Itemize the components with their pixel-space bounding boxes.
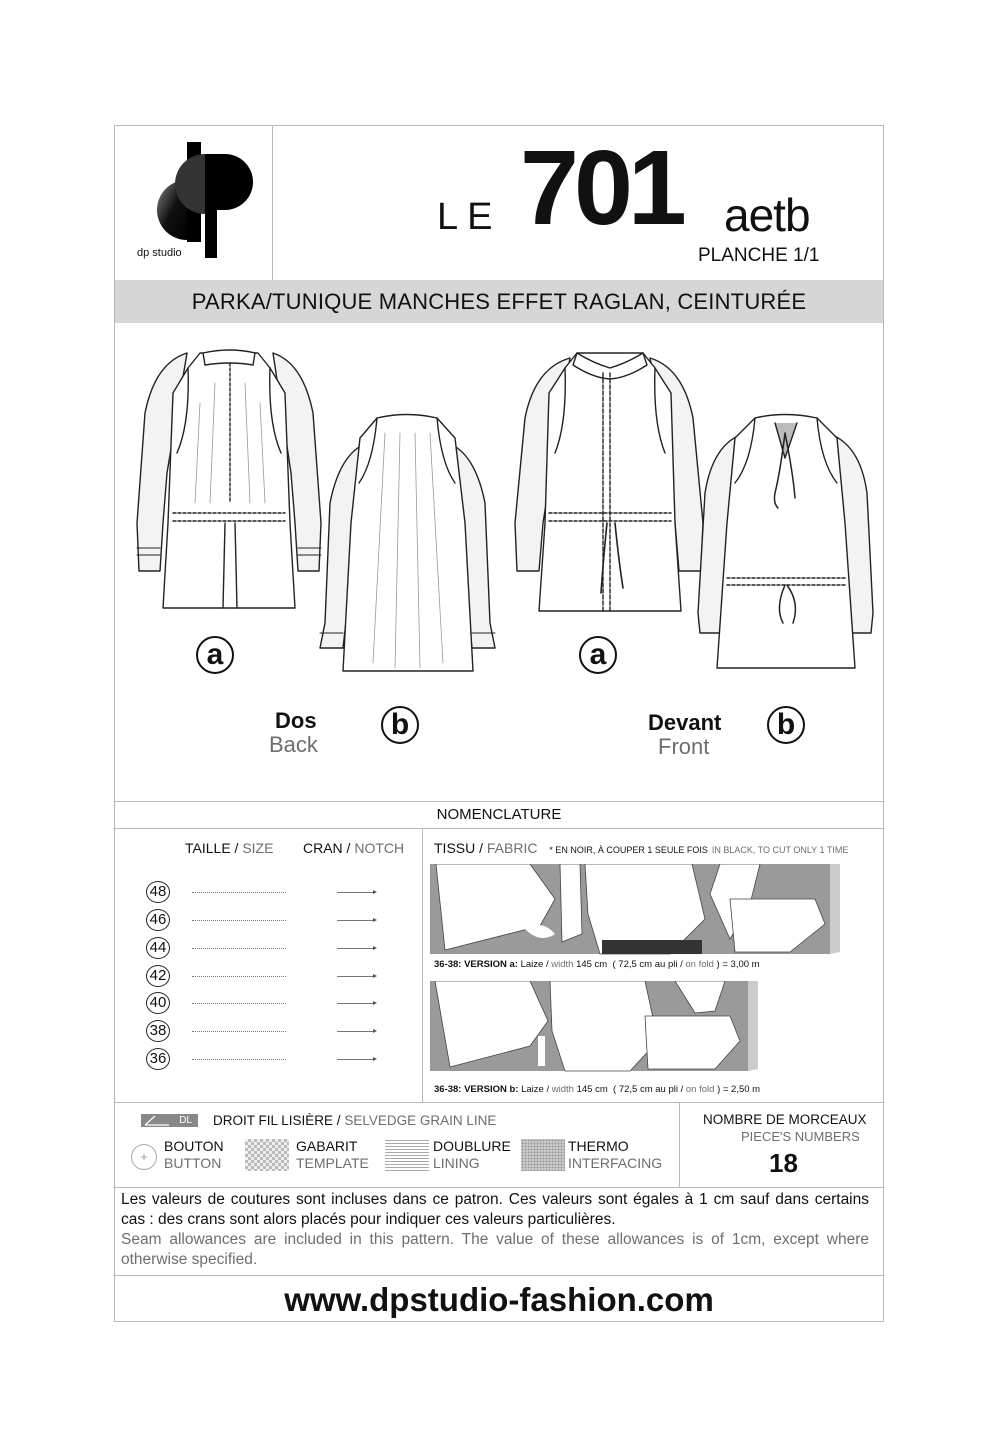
legend-lining [433, 1138, 511, 1172]
layout-b-width: 145 cm [576, 1084, 608, 1095]
sheet-number: PLANCHE 1/1 [698, 245, 820, 266]
fabric-header-en: FABRIC [486, 840, 538, 856]
pieces-en: PIECE'S NUMBERS [741, 1129, 860, 1144]
size-line-38 [192, 1031, 286, 1032]
drawing-back-a [137, 350, 321, 608]
button-en: BUTTON [164, 1155, 222, 1171]
notch-header-en: NOTCH [354, 840, 405, 856]
size-header: TAILLE / SIZE [185, 840, 274, 856]
grain-en: SELVEDGE GRAIN LINE [344, 1113, 497, 1128]
button-fr: BOUTON [164, 1138, 224, 1154]
fabric-header: TISSU / FABRIC * EN NOIR, À COUPER 1 SEULE FOIS IN BLACK, TO CUT ONLY 1 TIME [434, 840, 849, 856]
size-38: 38 [146, 1020, 170, 1042]
seam-notes [121, 1190, 869, 1270]
size-line-46 [192, 920, 286, 921]
legend-interfacing [568, 1138, 662, 1172]
notch-48 [337, 892, 375, 893]
brand-logo [129, 140, 259, 262]
pieces-count: 18 [769, 1148, 798, 1178]
layout-a-caption: 36-38: VERSION a: Laize / width 145 cm ( 72,5 cm au pli / on fold ) = 3,00 m [434, 959, 760, 970]
layout-a-result: ) = 3,00 m [716, 959, 760, 970]
layout-a-prefix: 36-38: VERSION a: [434, 959, 518, 970]
notch-header: CRAN / NOTCH [303, 840, 405, 856]
grain-fr: DROIT FIL LISIÈRE / [213, 1113, 341, 1128]
cut-note-en: IN BLACK, TO CUT ONLY 1 TIME [711, 845, 849, 855]
seam-note-fr: Les valeurs de coutures sont incluses dans ce patron. Ces valeurs sont égales à 1 cm sauf dans certains cas : des crans sont alors placés pour indiquer ces valeurs particulières. [121, 1191, 869, 1228]
brand-name: dp studio [137, 247, 182, 259]
website-link[interactable]: www.dpstudio-fashion.com [284, 1281, 714, 1318]
size-line-36 [192, 1059, 286, 1060]
label-front-b: b [767, 706, 805, 744]
size-header-fr: TAILLE [185, 840, 231, 856]
legend-template [296, 1138, 369, 1172]
button-icon: + [131, 1144, 157, 1170]
grain-line-label [213, 1113, 496, 1128]
size-40: 40 [146, 992, 170, 1014]
cut-note-fr: * EN NOIR, À COUPER 1 SEULE FOIS [549, 845, 708, 855]
grain-line-badge [141, 1114, 198, 1127]
notch-header-fr: CRAN [303, 840, 343, 856]
size-36: 36 [146, 1048, 170, 1070]
view-back-en: Back [269, 732, 318, 757]
size-48: 48 [146, 881, 170, 903]
layout-b-prefix: 36-38: VERSION b: [434, 1084, 519, 1095]
dp-logo-icon [129, 140, 259, 262]
template-en: TEMPLATE [296, 1155, 369, 1171]
layout-a-width-en: width [551, 959, 574, 970]
size-line-40 [192, 1003, 286, 1004]
size-46: 46 [146, 909, 170, 931]
pattern-variant: aetb [724, 189, 810, 241]
layout-b-result: ) = 2,50 m [717, 1084, 761, 1095]
view-front-en: Front [658, 734, 710, 759]
label-back-a: a [196, 636, 234, 674]
pattern-prefix: LE [437, 196, 502, 238]
thermo-en: INTERFACING [568, 1155, 663, 1171]
template-fr: GABARIT [296, 1138, 358, 1154]
seam-note-en: Seam allowances are included in this pattern. The value of these allowances is of 1cm, except where otherwise specified. [121, 1231, 869, 1268]
drawing-front-b [698, 415, 873, 669]
fabric-header-fr: TISSU [434, 840, 476, 856]
notch-38 [337, 1031, 375, 1032]
layout-a-width: 145 cm [576, 959, 608, 970]
drawing-front-a [515, 353, 703, 611]
thermo-fr: THERMO [568, 1138, 629, 1154]
layout-b-fold: ( 72,5 cm au pli [613, 1084, 678, 1095]
view-back-fr: Dos [275, 708, 317, 733]
nomenclature-title: NOMENCLATURE [436, 806, 562, 823]
layout-a-laize: Laize [520, 959, 544, 970]
size-42: 42 [146, 965, 170, 987]
label-front-a: a [579, 636, 617, 674]
layout-b-laize: Laize [521, 1084, 544, 1095]
view-front-fr: Devant [648, 710, 722, 735]
layout-a-fold-en: on fold [685, 959, 714, 970]
layout-b-fold-en: on fold [685, 1084, 715, 1095]
legend-button [164, 1138, 224, 1172]
cutting-layout-b [430, 981, 760, 1073]
size-line-44 [192, 948, 286, 949]
notch-36 [337, 1059, 375, 1060]
interfacing-swatch-icon [521, 1139, 565, 1171]
size-line-48 [192, 892, 286, 893]
label-back-b: b [381, 706, 419, 744]
layout-b-caption: 36-38: VERSION b: Laize / width 145 cm ( 72,5 cm au pli / on fold ) = 2,50 m [434, 1084, 761, 1095]
garment-title: PARKA/TUNIQUE MANCHES EFFET RAGLAN, CEINTURÉE [115, 280, 883, 323]
size-header-en: SIZE [242, 840, 274, 856]
lining-en: LINING [433, 1155, 480, 1171]
notch-40 [337, 1003, 375, 1004]
cutting-layout-a [430, 864, 840, 956]
size-line-42 [192, 976, 286, 977]
drawing-back-b [320, 415, 495, 672]
pattern-number: 701 [520, 129, 682, 247]
layout-a-fold: ( 72,5 cm au pli [612, 959, 678, 970]
template-swatch-icon [245, 1139, 289, 1171]
notch-42 [337, 976, 375, 977]
pattern-envelope [114, 125, 884, 1322]
layout-b-width-en: width [551, 1084, 574, 1095]
notch-44 [337, 948, 375, 949]
lining-swatch-icon [385, 1139, 429, 1171]
pieces-fr: NOMBRE DE MORCEAUX [703, 1112, 867, 1127]
grain-line-tag: DL [179, 1115, 192, 1126]
lining-fr: DOUBLURE [433, 1138, 511, 1154]
size-44: 44 [146, 937, 170, 959]
notch-46 [337, 920, 375, 921]
